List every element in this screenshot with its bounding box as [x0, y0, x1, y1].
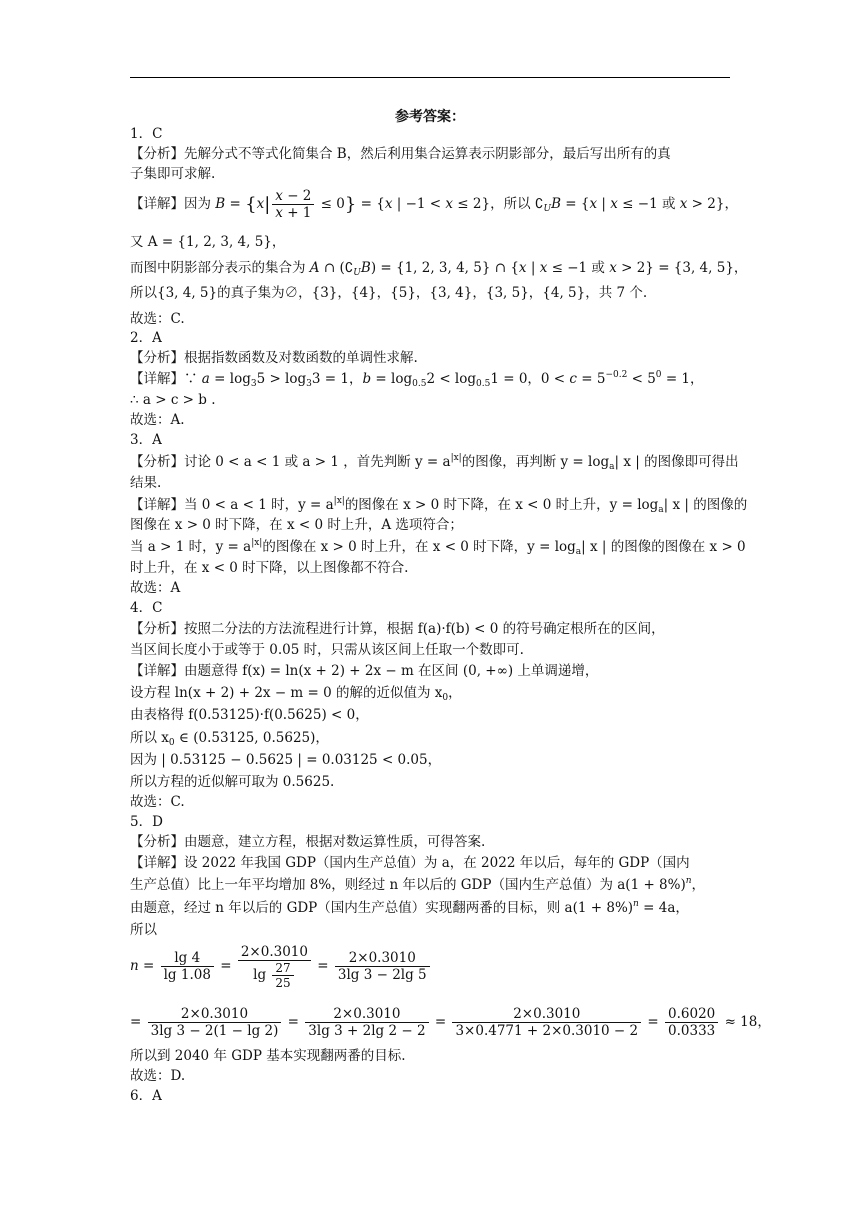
- q4-detail-4: 所以 $x_0$ ∈ (0.53125, 0.5625)，: [130, 730, 329, 748]
- q2-conclusion: ∴ a > c > b .: [130, 392, 216, 408]
- q1-number: 1．C: [130, 126, 163, 142]
- q5-conclusion: 所以到 2040 年 GDP 基本实现翻两番的目标.: [130, 1048, 406, 1064]
- q5-detail-2: 生产总值）比上一年平均增加 8%，则经过 n 年以后的 GDP（国内生产总值）为 $a(1 + 8\%)^n$，: [130, 876, 706, 893]
- q3-detail-1: 【详解】当 0 < a < 1 时，$y = a^{|x|}$的图像在 x > 0 时下降，在 x < 0 时上升，$y = \log_a|$ x | 的图像的: [130, 496, 748, 515]
- q2-number: 2．A: [130, 330, 162, 346]
- q3-detail-4: 时上升，在 x < 0 时下降，以上图像都不符合.: [130, 560, 409, 576]
- q4-detail-1: 【详解】由题意得 f(x) = ln(x + 2) + 2x − m 在区间 (0, +∞) 上单调递增，: [130, 663, 599, 679]
- q4-detail-2: 设方程 ln(x + 2) + 2x − m = 0 的解的近似值为 $x_0$，: [130, 685, 462, 703]
- q5-detail-1: 【详解】设 2022 年我国 GDP（国内生产总值）为 a，在 2022 年以后，每年的 GDP（国内: [130, 855, 690, 871]
- q1-analysis-cont: 子集即可求解.: [130, 166, 216, 182]
- q5-detail-3: 由题意，经过 n 年以后的 GDP（国内生产总值）实现翻两番的目标，则 $a(1 + 8\%)^n = 4a$，: [130, 899, 689, 916]
- q5-number: 5．D: [130, 814, 163, 830]
- q4-detail-6: 所以方程的近似解可取为 0.5625.: [130, 774, 335, 790]
- page-title: 参考答案：: [395, 109, 465, 125]
- q3-number: 3．A: [130, 432, 162, 448]
- q3-analysis-cont: 结果.: [130, 475, 162, 491]
- q3-analysis: 【分析】讨论 0 < a < 1 或 a > 1 ，首先判断 $y = a^{|x|}$的图像，再判断 $y = \log_a|$ x | 的图像即可得出: [130, 453, 739, 472]
- q2-analysis: 【分析】根据指数函数及对数函数的单调性求解.: [130, 350, 418, 366]
- q4-detail-5: 因为 | 0.53125 − 0.5625 | = 0.03125 < 0.05，: [130, 752, 442, 768]
- q3-detail-3: 当 a > 1 时，$y = a^{|x|}$的图像在 x > 0 时上升，在 x < 0 时下降，$y = \log_a|$ x | 的图像的图像在 x > 0: [130, 538, 746, 557]
- q1-choice: 故选：C.: [130, 311, 185, 327]
- q3-detail-2: 图像在 x > 0 时下降，在 x < 0 时上升，A 选项符合；: [130, 517, 463, 533]
- q4-number: 4．C: [130, 600, 163, 616]
- q1-set-a: 又 A = {1, 2, 3, 4, 5}，: [130, 234, 286, 250]
- q4-analysis-cont: 当区间长度小于或等于 0.05 时，只需从该区间上任取一个数即可.: [130, 642, 524, 658]
- q5-analysis: 【分析】由题意，建立方程，根据对数运算性质，可得答案.: [130, 834, 486, 850]
- q5-detail-4: 所以: [130, 922, 157, 938]
- q3-choice: 故选：A: [130, 580, 181, 596]
- header-rule: [130, 77, 730, 78]
- q6-number: 6．A: [130, 1088, 162, 1104]
- q1-subsets: 所以{3, 4, 5}的真子集为∅，{3}，{4}，{5}，{3, 4}，{3, 5}，{4, 5}，共 7 个.: [130, 285, 648, 301]
- q1-shadow-set: 而图中阴影部分表示的集合为 A ∩ $(∁_UB) = \{1$, 2, 3, 4, 5} ∩ {x | x ≤ −1 或 x > 2} = {3, 4, 5}，: [130, 260, 748, 278]
- q2-choice: 故选：A.: [130, 412, 185, 428]
- q1-analysis: 【分析】先解分式不等式化简集合 B，然后利用集合运算表示阴影部分，最后写出所有的真: [130, 146, 671, 162]
- q5-choice: 故选：D.: [130, 1068, 186, 1084]
- q4-choice: 故选：C.: [130, 794, 185, 810]
- q5-formula-2: = $\frac{2\times 0.3010}{3\lg 3 - 2(1 - \lg 2)}$ = $\frac{2\times 0.3010}{3\lg 3 + 2\lg 2 - 2}$ = $\frac{2\times 0.3010}{3\times 0.4771 + 2\times 0.3010 - 2}$ = $\frac{0.6020}{0.0333}$ ≈ 18，: [130, 1006, 771, 1039]
- q1-detail: 【详解】因为 B = {x| $\frac{x - 2}{x + 1}$ ≤ 0} = {x | −1 < x ≤ 2}，所以 $∁_UB = \{x$ | x ≤ −1 或 x > 2}，: [130, 188, 738, 221]
- q2-detail: 【详解】∵ $a = \log_35 > \log_33 = 1$，$b = \log_{0.5}2 < \log_{0.5}1 = 0$，$0 < c = 5^{-0.2} < 5^0 = 1$，: [130, 370, 704, 389]
- q5-formula-1: n = $\frac{\lg 4}{\lg 1.08}$ = 2×0.3010 lg $\frac{27}{25}$ = $\frac{2\times 0.3010}{3\lg 3 - 2\lg 5}$: [130, 938, 730, 994]
- q4-detail-3: 由表格得 f(0.53125)·f(0.5625) < 0，: [130, 707, 369, 723]
- q4-analysis: 【分析】按照二分法的方法流程进行计算，根据 f(a)·f(b) < 0 的符号确定根所在的区间，: [130, 621, 665, 637]
